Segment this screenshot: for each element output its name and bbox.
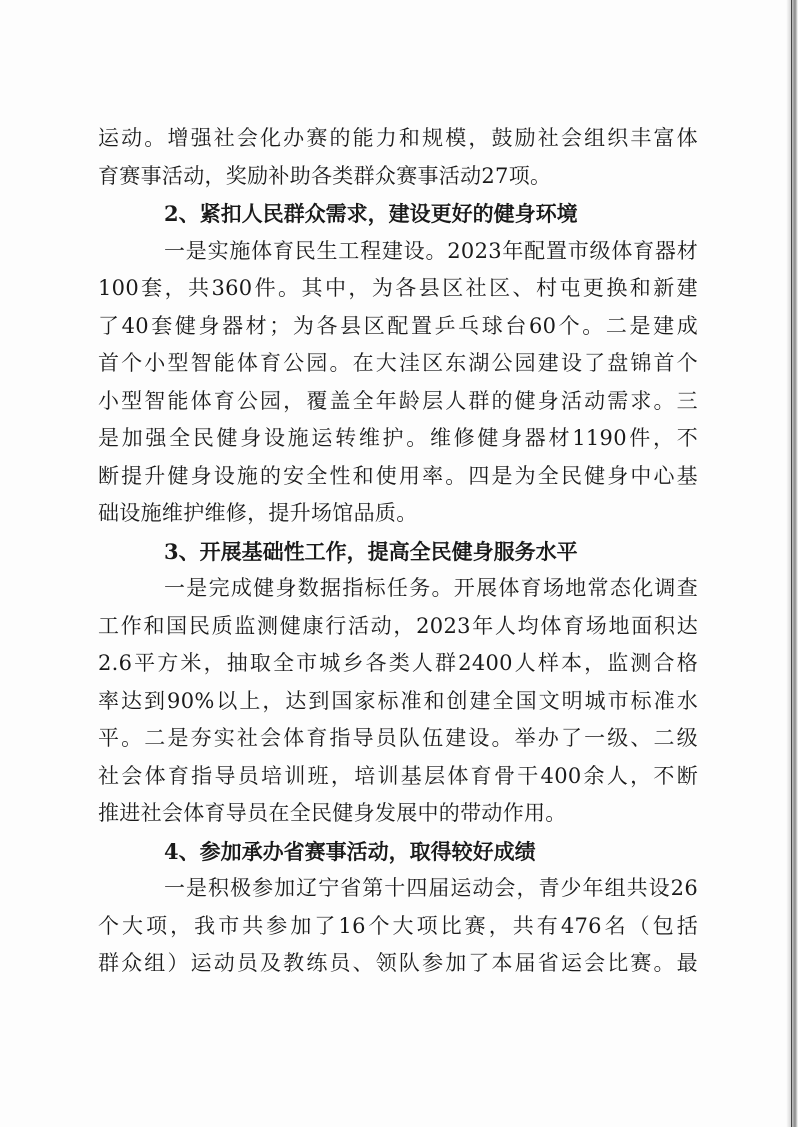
text-line: 一是实施体育民生工程建设。2023年配置市级体育器材 <box>164 238 698 263</box>
text-line: 个大项，我市共参加了16个大项比赛，共有476名（包括 <box>98 913 698 938</box>
text-line: 断提升健身设施的安全性和使用率。四是为全民健身中心基 <box>98 463 698 488</box>
scan-edge-line <box>791 0 792 1127</box>
paragraph-fitness-environment <box>98 233 698 533</box>
text-line: 运动。增强社会化办赛的能力和规模，鼓励社会组织丰富体 <box>98 126 698 150</box>
text-line: 推进社会体育导员在全民健身发展中的带动作用。 <box>98 801 567 825</box>
text-line: 一是完成健身数据指标任务。开展体育场地常态化调查 <box>164 576 698 600</box>
text-line: 率达到90%以上，达到国家标准和创建全国文明城市标准水 <box>98 688 698 713</box>
paragraph-continuation <box>98 120 698 195</box>
text-line: 一是积极参加辽宁省第十四届运动会，青少年组共设26 <box>164 876 698 900</box>
text-line: 了40套健身器材；为各县区配置乒乓球台60个。二是建成 <box>98 313 698 338</box>
text-line: 础设施维护维修，提升场馆品质。 <box>98 501 418 525</box>
text-line: 是加强全民健身设施运转维护。维修健身器材1190件，不 <box>98 426 698 450</box>
text-line: 社会体育指导员培训班，培训基层体育骨干400余人，不断 <box>98 763 698 788</box>
section-heading-2: 2、紧扣人民群众需求，建设更好的健身环境 <box>164 201 578 226</box>
text-line: 育赛事活动，奖励补助各类群众赛事活动27项。 <box>98 163 552 188</box>
text-line: 首个小型智能体育公园。在大洼区东湖公园建设了盘锦首个 <box>98 351 698 375</box>
text-line: 小型智能体育公园，覆盖全年龄层人群的健身活动需求。三 <box>98 388 698 413</box>
text-line: 群众组）运动员及教练员、领队参加了本届省运会比赛。最 <box>98 951 698 975</box>
section-heading-3: 3、开展基础性工作，提高全民健身服务水平 <box>164 538 578 564</box>
document-body <box>98 120 698 983</box>
text-line: 100套，共360件。其中，为各县区社区、村屯更换和新建 <box>98 276 698 300</box>
text-line: 工作和国民质监测健康行活动，2023年人均体育场地面积达 <box>98 613 698 638</box>
paragraph-basic-work <box>98 570 698 833</box>
paragraph-provincial-games <box>98 870 698 983</box>
text-line: 2.6平方米，抽取全市城乡各类人群2400人样本，监测合格 <box>98 651 698 675</box>
section-heading-4: 4、参加承办省赛事活动，取得较好成绩 <box>164 838 536 864</box>
scan-edge-shadow <box>786 0 798 1127</box>
text-line: 平。二是夯实社会体育指导员队伍建设。举办了一级、二级 <box>98 726 698 750</box>
